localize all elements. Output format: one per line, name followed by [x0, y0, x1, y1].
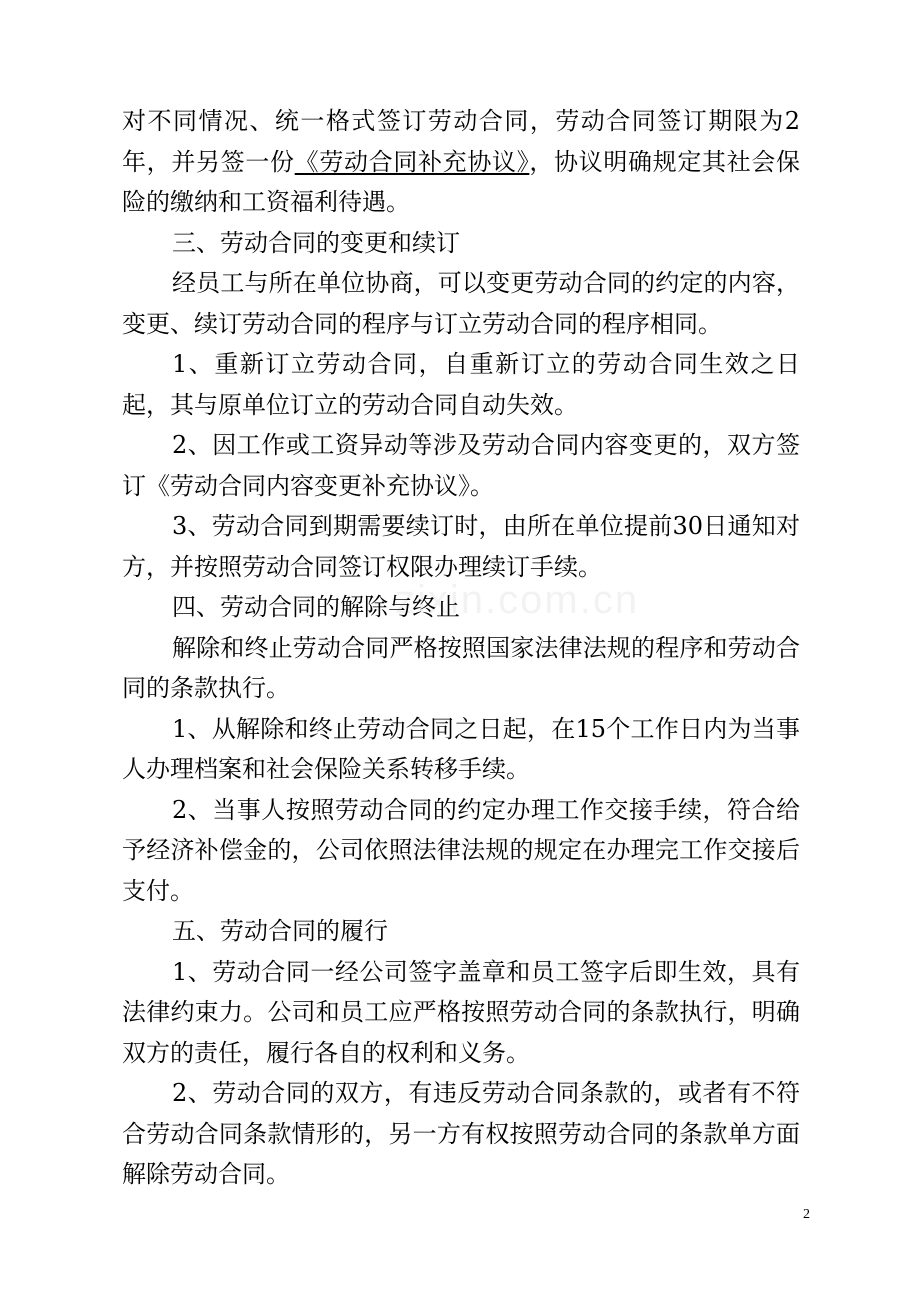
paragraph-9: 1、从解除和终止劳动合同之日起，在15个工作日内为当事人办理档案和社会保险关系转移手续。 — [122, 714, 800, 783]
section-heading-3: 三、劳动合同的变更和续订 — [172, 228, 460, 257]
paragraph-8: 解除和终止劳动合同严格按照国家法律法规的程序和劳动合同的条款执行。 — [122, 633, 800, 702]
paragraph-6: 3、劳动合同到期需要续订时，由所在单位提前30日通知对方，并按照劳动合同签订权限办理续订手续。 — [122, 512, 800, 581]
paragraph-1 — [122, 101, 800, 223]
paragraph-13: 2、劳动合同的双方，有违反劳动合同条款的，或者有不符合劳动合同条款情形的，另一方有权按照劳动合同的条款单方面解除劳动合同。 — [122, 1079, 800, 1188]
section-heading-4: 四、劳动合同的解除与终止 — [172, 593, 460, 621]
page-number: 2 — [803, 1207, 810, 1222]
watermark: zixin.com.cn — [395, 578, 640, 622]
paragraph-4: 1、重新订立劳动合同，自重新订立的劳动合同生效之日起，其与原单位订立的劳动合同自动失效。 — [122, 350, 800, 419]
paragraph-12: 1、劳动合同一经公司签字盖章和员工签字后即生效，具有法律约束力。公司和员工应严格按照劳动合同的条款执行，明确双方的责任，履行各自的权利和义务。 — [122, 957, 800, 1067]
supplementary-agreement-link: 《劳动合同补充协议》 — [294, 147, 530, 176]
paragraph-1-text-b: ，协议明确规定其社会保险的缴纳和工资福利待遇。 — [122, 147, 801, 216]
paragraph-10: 2、当事人按照劳动合同的约定办理工作交接手续，符合给予经济补偿金的，公司依照法律法规的规定在办理完工作交接后支付。 — [122, 795, 800, 905]
section-heading-5: 五、劳动合同的履行 — [172, 917, 388, 945]
paragraph-5: 2、因工作或工资异动等涉及劳动合同内容变更的，双方签订《劳动合同内容变更补充协议》。 — [122, 431, 800, 500]
paragraph-3: 经员工与所在单位协商，可以变更劳动合同的约定的内容，变更、续订劳动合同的程序与订立劳动合同的程序相同。 — [122, 269, 800, 338]
paragraph-1-text-a: 对不同情况、统一格式签订劳动合同，劳动合同签订期限为2年，并另签一份 — [122, 107, 800, 176]
document-body — [122, 101, 800, 1195]
